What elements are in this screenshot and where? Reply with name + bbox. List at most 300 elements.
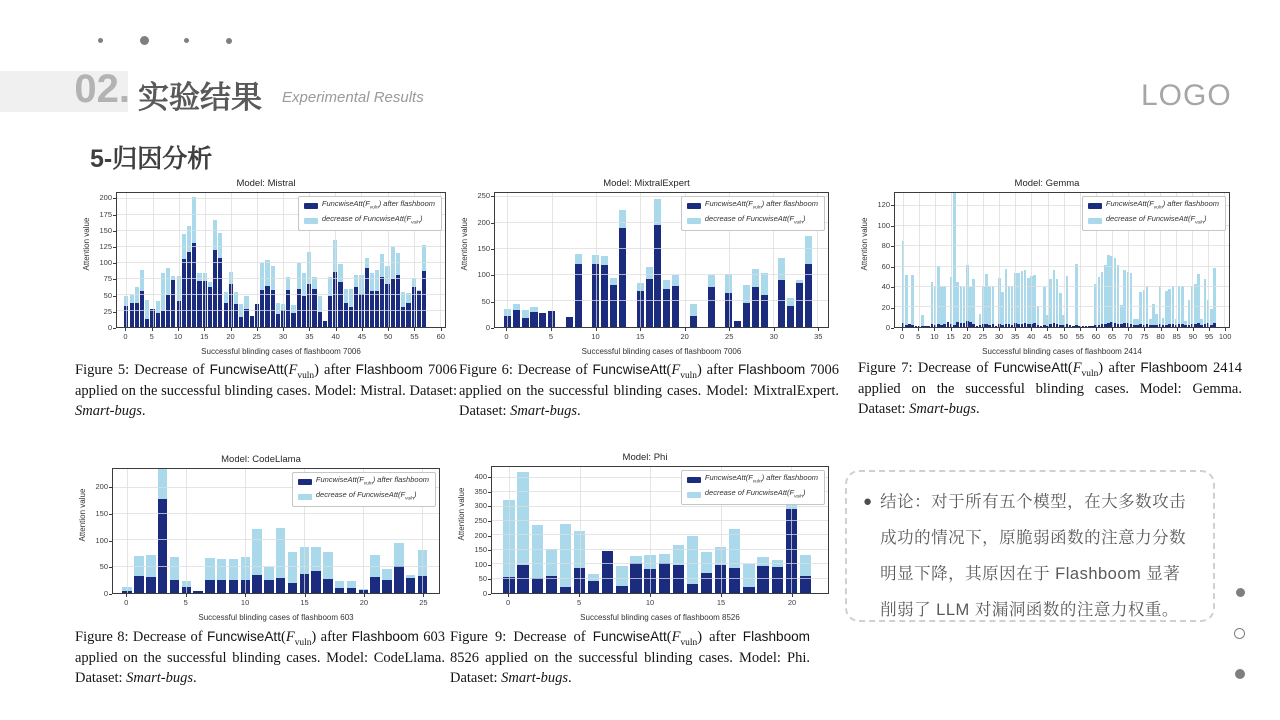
y-tick-label: 200 [477, 217, 490, 227]
gridline [113, 539, 439, 540]
bar-decrease [956, 282, 959, 322]
x-tick-label: 60 [436, 332, 445, 341]
bar-decrease [630, 556, 641, 562]
legend-item [298, 475, 429, 490]
bar-after-flashboom [229, 580, 238, 593]
x-tick-mark [918, 328, 919, 331]
bar-after-flashboom [1197, 323, 1200, 327]
legend-swatch-navy [298, 479, 312, 485]
gridline [580, 467, 581, 593]
bar-after-flashboom [1117, 324, 1120, 327]
legend-swatch-navy [1088, 203, 1102, 209]
bar-after-flashboom [1101, 324, 1104, 327]
y-tick-label: 50 [478, 574, 487, 584]
bar-decrease [375, 270, 379, 291]
gridline [650, 467, 651, 593]
bar-decrease [1059, 293, 1062, 325]
bar-after-flashboom [328, 296, 332, 327]
x-tick-mark [414, 328, 415, 331]
x-tick-label: 20 [226, 332, 235, 341]
gridline [113, 566, 439, 567]
x-tick-mark [362, 328, 363, 331]
bar-decrease [1123, 270, 1126, 323]
x-tick-mark [257, 328, 258, 331]
bar-after-flashboom [252, 575, 261, 593]
gridline [919, 193, 920, 327]
gridline [1031, 193, 1032, 327]
legend-label: $FuncwiseAtt(F_{vuln})$ after flashboom [1105, 199, 1219, 211]
bar-after-flashboom [1149, 325, 1152, 327]
bar-after-flashboom [145, 319, 149, 327]
bar-after-flashboom [1184, 325, 1187, 327]
bar-after-flashboom [995, 326, 998, 327]
bar-after-flashboom [992, 324, 995, 327]
bar-decrease [1008, 286, 1011, 324]
bar-decrease [687, 536, 698, 584]
dot-icon [226, 38, 232, 44]
gridline [1048, 193, 1049, 327]
bar-after-flashboom [156, 313, 160, 327]
y-tick-label: 40 [881, 282, 890, 292]
legend-item [298, 490, 429, 505]
x-tick-mark [729, 328, 730, 331]
bar-decrease [354, 275, 358, 288]
bar-after-flashboom [708, 287, 715, 327]
bar-decrease [311, 547, 320, 571]
bar-decrease [382, 569, 391, 581]
x-tick-label: 45 [1043, 332, 1052, 341]
bar-after-flashboom [276, 314, 280, 327]
x-tick-label: 80 [1156, 332, 1165, 341]
bar-decrease [140, 270, 144, 291]
x-axis-label: Successful blinding cases of flashboom 7006 [581, 347, 742, 356]
y-tick-mark [109, 514, 112, 515]
bar-decrease [610, 278, 617, 286]
bar-decrease [1178, 286, 1181, 324]
bar-decrease [1075, 264, 1078, 325]
y-axis-label: Attention value [859, 217, 869, 271]
bar-after-flashboom [1091, 326, 1094, 327]
bar-decrease [985, 274, 988, 324]
bar-after-flashboom [134, 576, 143, 593]
x-tick-label: 75 [1140, 332, 1149, 341]
x-tick-label: 5 [183, 598, 188, 607]
x-tick-mark [152, 328, 153, 331]
x-tick-mark [551, 328, 552, 331]
y-tick-label: 100 [99, 258, 112, 268]
y-tick-mark [109, 487, 112, 488]
bar-decrease [1098, 277, 1101, 325]
conclusion-box [845, 470, 1215, 622]
y-tick-mark [488, 579, 491, 580]
bar-decrease [417, 290, 421, 291]
bar-decrease [135, 287, 139, 303]
legend-swatch-lightblue [298, 494, 312, 500]
bar-decrease [761, 273, 768, 295]
bar-decrease [265, 260, 269, 286]
x-tick-mark [1096, 328, 1097, 331]
bar-after-flashboom [244, 309, 248, 327]
bar-after-flashboom [205, 580, 214, 593]
gridline [492, 520, 828, 521]
gridline [1015, 193, 1016, 327]
bar-after-flashboom [1075, 325, 1078, 327]
bar-decrease [244, 296, 248, 309]
bar-after-flashboom [911, 325, 914, 327]
y-axis-label: Attention value [77, 488, 87, 542]
bullet-icon: ● [863, 493, 873, 510]
bar-decrease [192, 197, 196, 243]
x-tick-label: 45 [357, 332, 367, 341]
x-tick-mark [579, 594, 580, 597]
bar-after-flashboom [170, 580, 179, 593]
bar-after-flashboom [288, 583, 297, 594]
x-tick-label: 10 [930, 332, 939, 341]
bar-after-flashboom [960, 323, 963, 327]
bar-decrease [288, 552, 297, 582]
y-tick-mark [109, 594, 112, 595]
x-tick-label: 25 [419, 598, 428, 607]
y-tick-label: 200 [474, 530, 487, 540]
x-tick-mark [983, 328, 984, 331]
bar-after-flashboom [943, 324, 946, 327]
bar-after-flashboom [800, 576, 811, 593]
bar-decrease [1117, 265, 1120, 324]
y-tick-label: 150 [95, 508, 108, 518]
gridline [895, 286, 1229, 287]
y-tick-mark [113, 247, 116, 248]
bar-after-flashboom [927, 326, 930, 327]
bar-after-flashboom [654, 225, 661, 327]
bar-after-flashboom [752, 287, 759, 327]
bar-decrease [170, 557, 179, 580]
legend-label: decrease of $FuncwiseAtt(F_{vuln})$ [315, 489, 417, 501]
bar-after-flashboom [602, 551, 613, 593]
gridline [127, 469, 128, 593]
bar-decrease [370, 273, 374, 290]
bar-after-flashboom [1104, 324, 1107, 327]
legend-swatch-navy [304, 203, 318, 209]
bar-after-flashboom [161, 311, 165, 327]
y-tick-mark [488, 506, 491, 507]
bar-decrease [344, 289, 348, 303]
gridline [231, 193, 232, 327]
bar-after-flashboom [234, 304, 238, 327]
bar-after-flashboom [701, 573, 712, 593]
bar-decrease [208, 282, 212, 286]
x-tick-label: 20 [359, 598, 369, 607]
section-title: 实验结果 [138, 80, 262, 115]
bar-after-flashboom [391, 279, 395, 327]
bar-after-flashboom [1165, 325, 1168, 327]
gridline [1064, 193, 1065, 327]
bar-after-flashboom [130, 303, 134, 327]
bar-after-flashboom [1194, 324, 1197, 327]
bar-after-flashboom [729, 568, 740, 593]
section-number: 02. [74, 67, 130, 111]
legend-item [304, 199, 435, 214]
bar-after-flashboom [311, 571, 320, 593]
bar-decrease [260, 263, 264, 290]
y-tick-label: 60 [881, 261, 890, 271]
bar-decrease [1136, 319, 1139, 325]
bar-after-flashboom [972, 324, 975, 327]
bar-decrease [517, 472, 528, 565]
y-tick-label: 0 [885, 323, 890, 332]
bar-after-flashboom [217, 580, 226, 593]
bar-after-flashboom [1139, 324, 1142, 327]
conclusion-text: 结论：对于所有五个模型，在大多数攻击成功的情况下，原脆弱函数的注意力分数明显下降，其原因在于 Flashboom 显著削弱了 LLM 对漏洞函数的注意力权重。 [880, 493, 1187, 619]
bar-after-flashboom [1152, 325, 1155, 327]
bar-decrease [1162, 318, 1165, 325]
bar-decrease [992, 286, 995, 324]
bar-decrease [943, 286, 946, 324]
bar-decrease [1130, 273, 1133, 324]
y-tick-label: 100 [474, 559, 487, 569]
bar-after-flashboom [743, 587, 754, 593]
x-tick-label: 35 [1010, 332, 1020, 341]
bar-after-flashboom [687, 584, 698, 593]
bar-after-flashboom [969, 322, 972, 327]
x-tick-label: 15 [300, 598, 309, 607]
gridline [552, 193, 553, 327]
gridline [179, 193, 180, 327]
x-tick-mark [283, 328, 284, 331]
bar-after-flashboom [265, 286, 269, 327]
y-tick-label: 250 [474, 515, 487, 525]
bar-after-flashboom [1123, 323, 1126, 327]
bar-after-flashboom [1120, 324, 1123, 327]
bar-decrease [778, 258, 785, 279]
y-tick-mark [491, 196, 494, 197]
bar-after-flashboom [1049, 324, 1052, 327]
bar-decrease [1197, 274, 1200, 323]
gridline [967, 193, 968, 327]
bar-after-flashboom [347, 588, 356, 593]
x-tick-mark [178, 328, 179, 331]
bar-after-flashboom [1066, 324, 1069, 327]
y-tick-label: 150 [99, 225, 112, 235]
y-tick-label: 150 [477, 243, 490, 253]
bar-after-flashboom [192, 243, 196, 327]
bar-decrease [1114, 258, 1117, 323]
x-tick-mark [388, 328, 389, 331]
y-tick-mark [113, 215, 116, 216]
chart-title: Model: Gemma [1014, 178, 1080, 189]
bar-decrease [252, 529, 261, 575]
bar-decrease [328, 277, 332, 296]
x-tick-label: 60 [1091, 332, 1101, 341]
y-tick-label: 400 [474, 472, 487, 482]
gridline [999, 193, 1000, 327]
bar-after-flashboom [338, 282, 342, 327]
chart-title: Model: Phi [622, 452, 668, 463]
bar-decrease [197, 273, 201, 281]
bar-after-flashboom [921, 326, 924, 327]
bar-after-flashboom [976, 326, 979, 327]
bar-after-flashboom [417, 291, 421, 327]
dot-icon [140, 36, 149, 45]
y-tick-mark [491, 223, 494, 224]
bar-decrease [1027, 278, 1030, 324]
bar-decrease [302, 273, 306, 296]
bar-decrease [1200, 319, 1203, 325]
bar-decrease [1165, 291, 1168, 325]
bar-after-flashboom [947, 322, 950, 327]
bar-decrease [805, 236, 812, 264]
figure-7-caption: Figure 7: Decrease of $FuncwiseAtt(F_{vuln})$ after Flashboom 2414 applied on the successful blinding cases. Model: Gemma. Dataset: Smart-bugs. [858, 360, 1243, 417]
gridline [895, 306, 1229, 307]
gridline [495, 248, 828, 249]
bar-after-flashboom [286, 290, 290, 327]
gridline [117, 294, 445, 295]
bar-after-flashboom [291, 313, 295, 327]
bar-decrease [619, 210, 626, 228]
x-tick-mark [1225, 328, 1226, 331]
bar-after-flashboom [171, 280, 175, 327]
y-tick-mark [488, 536, 491, 537]
bar-decrease [1101, 272, 1104, 324]
bar-after-flashboom [1188, 325, 1191, 327]
bar-after-flashboom [1088, 326, 1091, 327]
y-tick-label: 50 [103, 290, 112, 300]
x-tick-label: 5 [916, 332, 921, 341]
bar-after-flashboom [422, 271, 426, 327]
bar-decrease [276, 528, 285, 577]
bar-after-flashboom [979, 325, 982, 327]
gridline [492, 563, 828, 564]
bar-after-flashboom [1168, 324, 1171, 327]
bar-after-flashboom [1155, 325, 1158, 327]
y-tick-mark [113, 198, 116, 199]
bar-after-flashboom [146, 577, 155, 593]
bar-after-flashboom [937, 324, 940, 327]
x-tick-label: 20 [962, 332, 971, 341]
x-tick-mark [245, 594, 246, 597]
chart-mixtralexpert [458, 176, 835, 356]
bar-decrease [522, 310, 529, 318]
y-tick-label: 50 [481, 296, 490, 306]
legend-label: $FuncwiseAtt(F_{vuln})$ after flashboom [704, 199, 818, 211]
plot-area [494, 192, 829, 328]
bar-decrease [1104, 265, 1107, 324]
y-tick-mark [113, 263, 116, 264]
bar-after-flashboom [1053, 323, 1056, 327]
bar-decrease [1005, 269, 1008, 324]
bar-after-flashboom [646, 279, 653, 327]
gridline [507, 193, 508, 327]
bar-after-flashboom [323, 321, 327, 327]
bar-after-flashboom [1056, 324, 1059, 327]
gridline [283, 193, 284, 327]
bar-decrease [205, 558, 214, 580]
y-tick-label: 150 [474, 545, 487, 555]
y-tick-label: 80 [881, 241, 890, 251]
bar-decrease [1172, 286, 1175, 324]
x-tick-label: 15 [946, 332, 955, 341]
bar-after-flashboom [931, 324, 934, 327]
bar-decrease [1037, 306, 1040, 325]
legend-swatch-lightblue [1088, 218, 1102, 224]
y-tick-label: 250 [477, 191, 490, 201]
gridline [1080, 193, 1081, 327]
bar-after-flashboom [197, 281, 201, 327]
x-tick-label: 0 [124, 598, 129, 607]
bar-after-flashboom [187, 252, 191, 327]
bar-decrease [1149, 319, 1152, 325]
x-axis-label: Successful blinding cases of flashboom 2414 [982, 347, 1142, 356]
bar-after-flashboom [908, 324, 911, 327]
x-tick-mark [506, 328, 507, 331]
bar-after-flashboom [757, 566, 768, 593]
bar-decrease [394, 543, 403, 566]
gridline [983, 193, 984, 327]
bar-decrease [708, 275, 715, 287]
bar-after-flashboom [1136, 325, 1139, 327]
x-tick-label: 90 [1188, 332, 1198, 341]
bar-decrease [575, 254, 582, 263]
bar-after-flashboom [406, 578, 415, 593]
x-tick-mark [774, 328, 775, 331]
section-subtitle: Experimental Results [282, 89, 424, 106]
bar-after-flashboom [276, 578, 285, 593]
bar-after-flashboom [344, 303, 348, 327]
y-tick-label: 20 [881, 302, 890, 312]
x-tick-mark [1031, 328, 1032, 331]
legend-swatch-lightblue [687, 218, 701, 224]
bar-after-flashboom [985, 324, 988, 327]
bar-after-flashboom [610, 285, 617, 327]
bar-after-flashboom [690, 316, 697, 327]
legend-item [687, 488, 818, 503]
bar-after-flashboom [1017, 324, 1020, 327]
bar-after-flashboom [1001, 325, 1004, 327]
y-tick-mark [109, 541, 112, 542]
x-tick-mark [1161, 328, 1162, 331]
page-title: 5-归因分析 [90, 145, 213, 173]
y-tick-label: 50 [99, 562, 108, 572]
x-tick-label: 50 [384, 332, 393, 341]
bar-decrease [1133, 319, 1136, 325]
bar-after-flashboom [382, 580, 391, 593]
bar-decrease [646, 267, 653, 279]
bar-decrease [286, 277, 290, 290]
x-tick-label: 20 [680, 332, 689, 341]
x-tick-label: 15 [635, 332, 645, 341]
bar-decrease [1184, 321, 1187, 325]
legend [681, 470, 825, 505]
bar-after-flashboom [1107, 323, 1110, 327]
x-axis-label: Successful blinding cases of flashboom 8526 [580, 613, 740, 622]
dot-icon [1235, 669, 1245, 679]
y-tick-mark [488, 492, 491, 493]
y-tick-label: 120 [877, 200, 890, 210]
top-decorative-dots [98, 36, 232, 45]
y-axis-label: Attention value [81, 217, 91, 271]
bar-after-flashboom [1069, 325, 1072, 327]
bar-after-flashboom [1172, 324, 1175, 327]
gridline [186, 469, 187, 593]
bar-after-flashboom [963, 323, 966, 327]
x-tick-mark [792, 594, 793, 597]
x-tick-mark [441, 328, 442, 331]
bar-after-flashboom [140, 291, 144, 327]
x-axis-label: Successful blinding cases of flashboom 603 [198, 613, 354, 622]
x-tick-label: 20 [787, 598, 797, 607]
bar-after-flashboom [530, 312, 537, 327]
bar-after-flashboom [672, 286, 679, 327]
x-tick-label: 0 [504, 332, 509, 341]
